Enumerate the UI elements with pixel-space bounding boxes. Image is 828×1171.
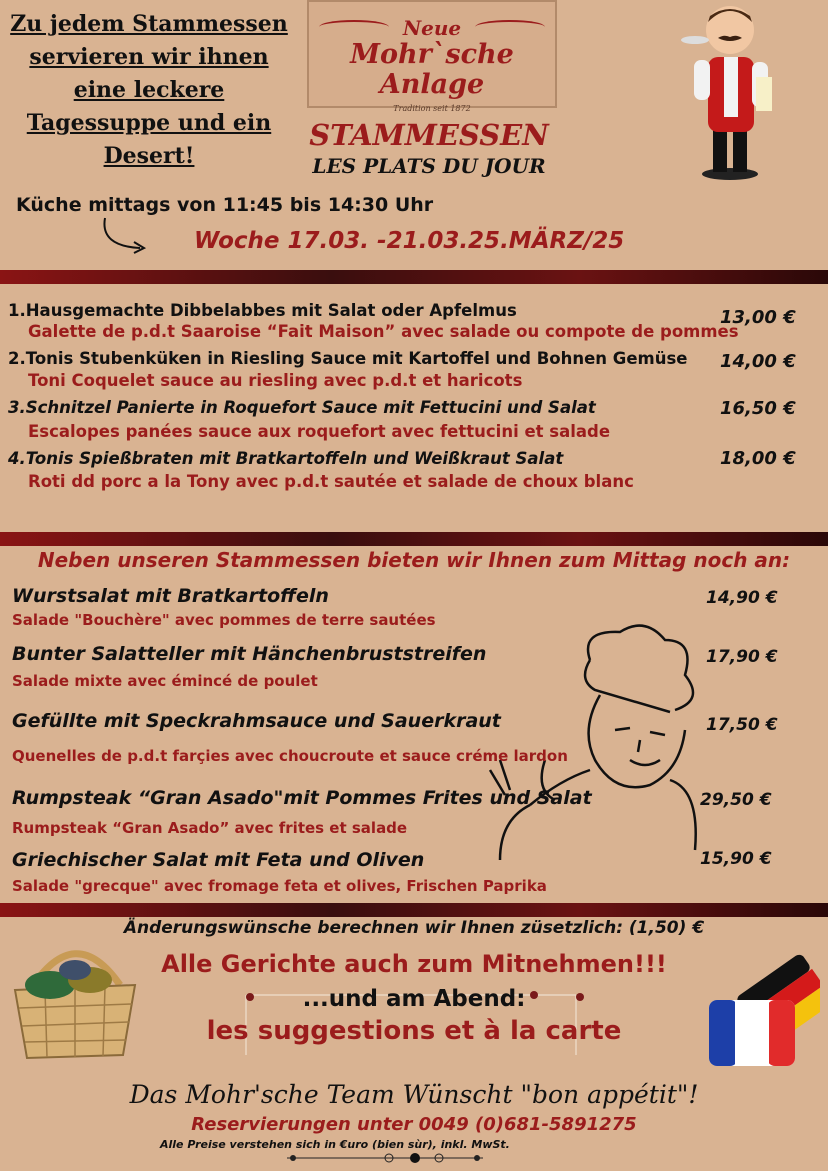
restaurant-logo: [307, 0, 557, 113]
intro-line: Tagessuppe und ein: [26, 110, 272, 136]
week-range: Woche 17.03. -21.03.25.MÄRZ/25: [194, 228, 625, 254]
chef-sketch-icon: [470, 620, 700, 870]
divider: [0, 532, 828, 546]
extra-dish-name-fr: Salade "Bouchère" avec pommes de terre sautées: [12, 611, 436, 629]
reservation-phone: Reservierungen unter 0049 (0)681-5891275: [191, 1114, 637, 1135]
dish-price: 13,00 €: [720, 307, 796, 328]
extra-dish-price: 17,90 €: [706, 647, 778, 667]
divider: [0, 903, 828, 917]
page-subtitle: LES PLATS DU JOUR: [312, 154, 546, 178]
extra-dish-name: Rumpsteak “Gran Asado"mit Pommes Frites und Salat: [12, 787, 592, 809]
dish-name-fr: Roti dd porc a la Tony avec p.d.t sautée et salade de choux blanc: [28, 472, 634, 491]
logo-tagline: Tradition seit 1872: [393, 104, 471, 113]
logo-line1: Neue: [402, 16, 462, 40]
dish-name-fr: Escalopes panées sauce aux roquefort avec fettucini et salade: [28, 422, 611, 441]
evening-note: ...und am Abend:: [302, 986, 526, 1012]
suggestions-note: les suggestions et à la carte: [206, 1016, 622, 1046]
extra-dish-price: 14,90 €: [706, 588, 778, 608]
dish-price: 14,00 €: [720, 351, 796, 372]
logo-swirl-left: [319, 20, 389, 34]
intro-line: Zu jedem Stammessen: [10, 11, 288, 37]
extra-dish-price: 17,50 €: [706, 715, 778, 735]
extra-dish-name-fr: Rumpsteak “Gran Asado” avec frites et salade: [12, 819, 408, 837]
page-title: STAMMESSEN: [309, 118, 549, 152]
takeaway-note: Alle Gerichte auch zum Mitnehmen!!!: [161, 950, 667, 978]
extra-dish-name-fr: Quenelles de p.d.t farçies avec choucroute et sauce créme lardon: [12, 747, 568, 765]
extra-dish-name: Griechischer Salat mit Feta und Oliven: [12, 849, 425, 871]
extra-dish-name-fr: Salade mixte avec émincé de poulet: [12, 672, 318, 690]
arrow-icon: [100, 216, 152, 256]
prices-note: Alle Preise verstehen sich in €uro (bien sùr), inkl. MwSt.: [160, 1138, 510, 1151]
intro-line: servieren wir ihnen: [29, 44, 269, 70]
intro-text: [8, 8, 290, 173]
logo-swirl-right: [475, 20, 545, 34]
extra-dish-price: 15,90 €: [700, 849, 772, 869]
dish-name-fr: Galette de p.d.t Saaroise “Fait Maison” avec salade ou compote de pommes: [28, 322, 739, 341]
changes-note: Änderungswünsche berechnen wir Ihnen züsetzlich: (1,50) €: [123, 918, 705, 938]
extra-dish-name: Wurstsalat mit Bratkartoffeln: [12, 585, 329, 607]
kitchen-hours: Küche mittags von 11:45 bis 14:30 Uhr: [16, 194, 434, 216]
team-greeting: Das Mohr'sche Team Wünscht "bon appétit"!: [129, 1080, 699, 1109]
extra-dish-name: Bunter Salatteller mit Hänchenbruststreifen: [12, 643, 487, 665]
dish-name-fr: Toni Coquelet sauce au riesling avec p.d.t et haricots: [28, 371, 523, 390]
extras-heading: Neben unseren Stammessen bieten wir Ihnen zum Mittag noch an:: [37, 548, 791, 572]
dish-price: 16,50 €: [720, 398, 796, 419]
dish-price: 18,00 €: [720, 448, 796, 469]
waiter-figure-icon: [680, 2, 790, 182]
logo-line2: Mohr`sche Anlage: [350, 39, 514, 100]
flags-de-fr-icon: [705, 950, 820, 1070]
extra-dish-price: 29,50 €: [700, 790, 772, 810]
dish-name: 1.Hausgemachte Dibbelabbes mit Salat oder Apfelmus: [8, 301, 517, 320]
extra-dish-name: Gefüllte mit Speckrahmsauce und Sauerkraut: [12, 710, 501, 732]
ornament-line-icon: [285, 1150, 485, 1166]
dish-name: 3.Schnitzel Panierte in Roquefort Sauce mit Fettucini und Salat: [8, 398, 596, 417]
divider: [0, 270, 828, 284]
extra-dish-name-fr: Salade "grecque" avec fromage feta et olives, Frischen Paprika: [12, 877, 547, 895]
intro-line: Desert!: [103, 143, 195, 169]
intro-line: eine leckere: [73, 77, 225, 103]
dish-name: 2.Tonis Stubenküken in Riesling Sauce mit Kartoffel und Bohnen Gemüse: [8, 349, 688, 368]
dish-name: 4.Tonis Spießbraten mit Bratkartoffeln und Weißkraut Salat: [8, 449, 564, 468]
